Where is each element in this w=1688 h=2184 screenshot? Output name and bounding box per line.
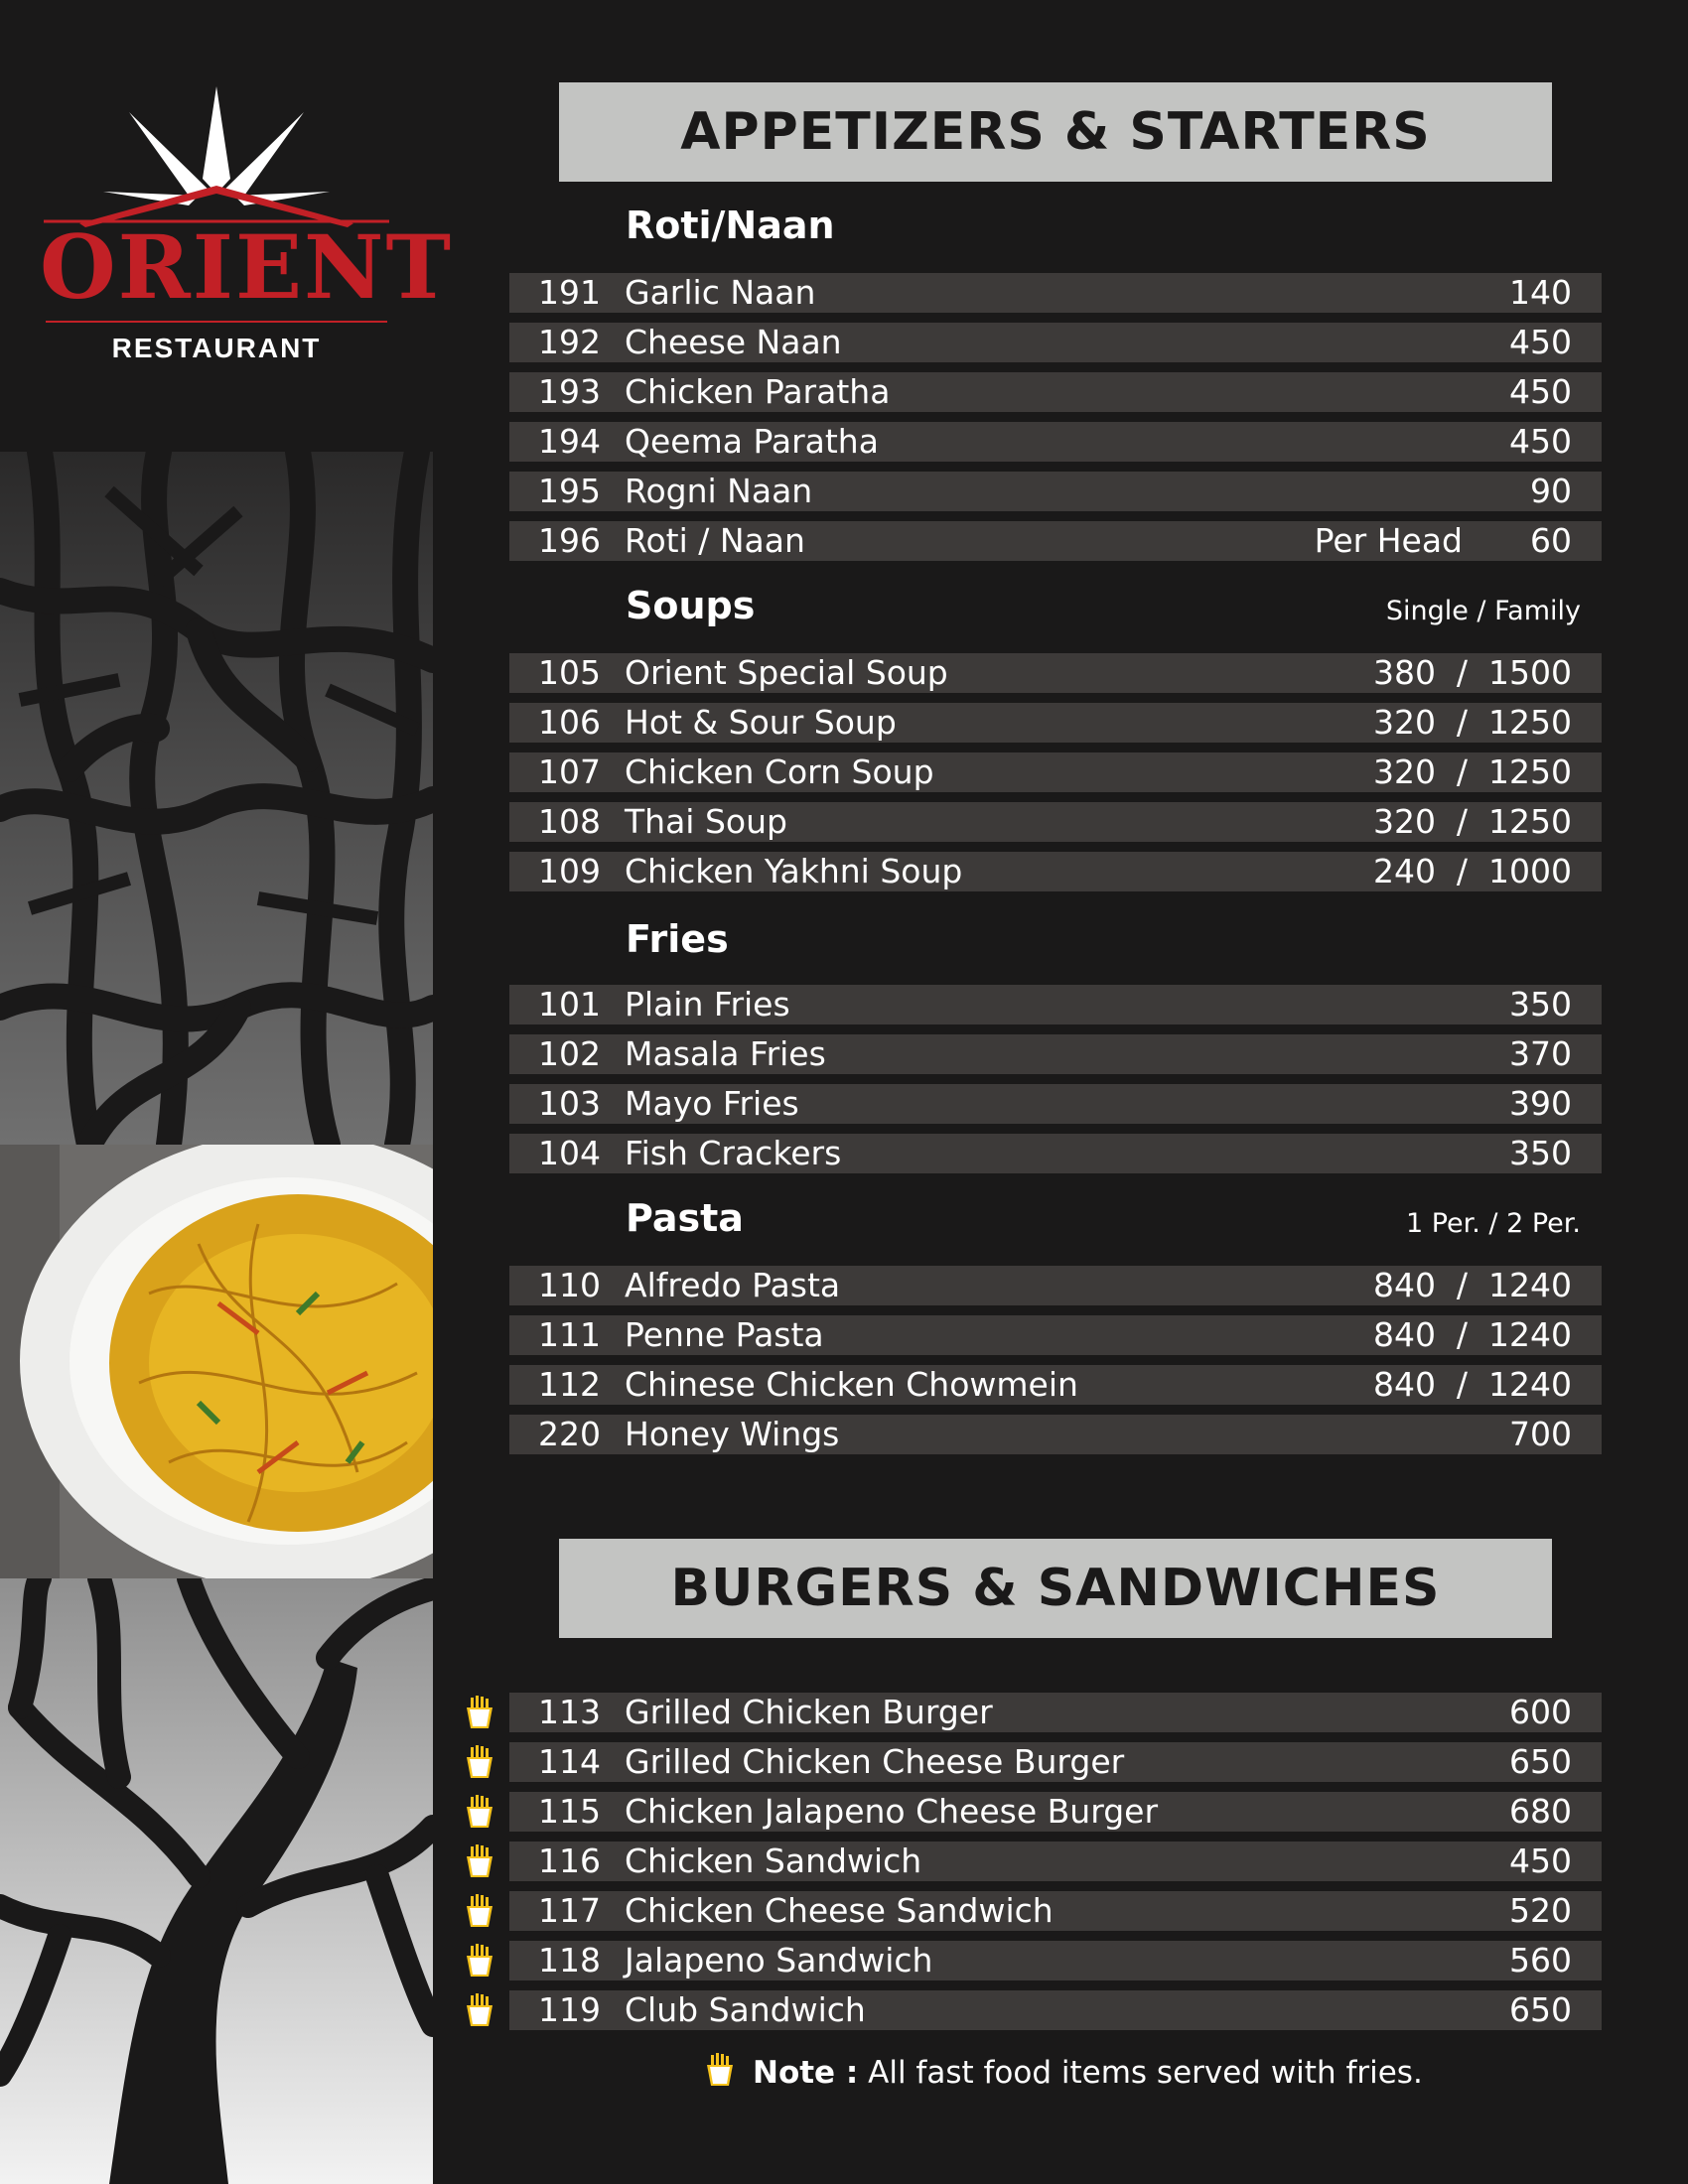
item-price: 450 (1509, 422, 1572, 461)
menu-row (509, 1891, 1602, 1931)
item-price: 840 / 1240 (1372, 1266, 1572, 1304)
fries-icon (465, 1696, 494, 1729)
fries-icon (465, 1993, 494, 2027)
star-burst-icon (40, 84, 393, 233)
item-name: Chicken Paratha (625, 372, 891, 411)
item-number: 101 (538, 985, 601, 1024)
item-number: 107 (538, 752, 601, 791)
item-name: Chicken Yakhni Soup (625, 852, 963, 890)
menu-row (509, 422, 1602, 462)
item-price: 840 / 1240 (1372, 1365, 1572, 1404)
item-number: 116 (538, 1842, 601, 1880)
left-decorative-panel (0, 0, 453, 2184)
item-name: Penne Pasta (625, 1315, 824, 1354)
logo-divider (40, 319, 393, 325)
item-name: Chicken Sandwich (625, 1842, 922, 1880)
item-name: Thai Soup (625, 802, 787, 841)
item-name: Honey Wings (625, 1415, 840, 1453)
item-price: 140 (1509, 273, 1572, 312)
menu-row (509, 1842, 1602, 1881)
section-title-roti-naan: Roti/Naan (626, 204, 835, 247)
menu-row (509, 273, 1602, 313)
item-number: 194 (538, 422, 601, 461)
item-name: Mayo Fries (625, 1084, 799, 1123)
item-number: 115 (538, 1792, 601, 1831)
section-title-soups: Soups (626, 584, 756, 627)
item-price: 350 (1509, 1134, 1572, 1172)
item-number: 118 (538, 1941, 601, 1979)
item-number: 109 (538, 852, 601, 890)
tree-branches-pattern (0, 452, 433, 1145)
item-price: 380 / 1500 (1372, 653, 1572, 692)
burgers-banner: BURGERS & SANDWICHES (559, 1539, 1552, 1638)
item-price: 320 / 1250 (1372, 752, 1572, 791)
menu-row (509, 472, 1602, 511)
item-name: Club Sandwich (625, 1990, 866, 2029)
soups-size-note: Single / Family (1385, 596, 1581, 626)
item-name: Cheese Naan (625, 323, 842, 361)
menu-row (509, 1365, 1602, 1405)
menu-row (509, 1315, 1602, 1355)
item-number: 195 (538, 472, 601, 510)
item-price: 370 (1509, 1034, 1572, 1073)
note-label: Note : (753, 2055, 859, 2091)
item-price: 240 / 1000 (1372, 852, 1572, 890)
menu-row (509, 1792, 1602, 1832)
menu-row (509, 985, 1602, 1024)
fries-icon (465, 1944, 494, 1978)
logo-title: ORIENT (40, 215, 453, 319)
appetizers-banner: APPETIZERS & STARTERS (559, 82, 1552, 182)
menu-row (509, 521, 1602, 561)
fries-icon (465, 1844, 494, 1878)
menu-row (509, 1134, 1602, 1173)
item-number: 110 (538, 1266, 601, 1304)
item-price: 450 (1509, 372, 1572, 411)
noodle-dish-photo (0, 1145, 433, 1578)
item-number: 113 (538, 1693, 601, 1731)
item-number: 119 (538, 1990, 601, 2029)
item-number: 191 (538, 273, 601, 312)
menu-row (509, 1084, 1602, 1124)
item-number: 108 (538, 802, 601, 841)
menu-row (509, 653, 1602, 693)
item-price: 560 (1509, 1941, 1572, 1979)
item-price: 650 (1509, 1742, 1572, 1781)
item-name: Chinese Chicken Chowmein (625, 1365, 1078, 1404)
logo-subtitle: RESTAURANT (111, 333, 322, 363)
item-number: 117 (538, 1891, 601, 1930)
item-number: 111 (538, 1315, 601, 1354)
item-name: Rogni Naan (625, 472, 813, 510)
fries-icon (705, 2053, 735, 2087)
menu-row (509, 1034, 1602, 1074)
item-name: Chicken Jalapeno Cheese Burger (625, 1792, 1159, 1831)
menu-row (509, 1941, 1602, 1980)
menu-row (509, 802, 1602, 842)
item-name: Masala Fries (625, 1034, 826, 1073)
item-name: Grilled Chicken Cheese Burger (625, 1742, 1125, 1781)
item-name: Plain Fries (625, 985, 790, 1024)
item-number: 103 (538, 1084, 601, 1123)
tree-trunk-pattern (0, 1578, 433, 2184)
note-text: All fast food items served with fries. (858, 2055, 1423, 2091)
menu-row (509, 852, 1602, 891)
section-title-fries: Fries (626, 917, 729, 961)
fries-icon (465, 1795, 494, 1829)
item-price: 520 (1509, 1891, 1572, 1930)
item-name: Jalapeno Sandwich (625, 1941, 933, 1979)
menu-row (509, 1990, 1602, 2030)
item-name: Chicken Corn Soup (625, 752, 934, 791)
item-name: Qeema Paratha (625, 422, 879, 461)
item-name: Chicken Cheese Sandwich (625, 1891, 1054, 1930)
item-price: 600 (1509, 1693, 1572, 1731)
fries-note (705, 2053, 1423, 2091)
menu-row (509, 703, 1602, 743)
item-price: 700 (1509, 1415, 1572, 1453)
item-number: 106 (538, 703, 601, 742)
item-price: 840 / 1240 (1372, 1315, 1572, 1354)
item-price: 320 / 1250 (1372, 703, 1572, 742)
pasta-size-note: 1 Per. / 2 Per. (1405, 1208, 1581, 1239)
menu-row (509, 1415, 1602, 1454)
restaurant-logo (40, 84, 453, 372)
menu-row (509, 1266, 1602, 1305)
fries-icon (465, 1894, 494, 1928)
item-number: 102 (538, 1034, 601, 1073)
item-price: 390 (1509, 1084, 1572, 1123)
item-price: 650 (1509, 1990, 1572, 2029)
item-price: 60 (1530, 521, 1572, 560)
item-extra: Per Head (1314, 521, 1463, 560)
item-number: 192 (538, 323, 601, 361)
item-name: Alfredo Pasta (625, 1266, 841, 1304)
item-name: Fish Crackers (625, 1134, 842, 1172)
item-price: 450 (1509, 323, 1572, 361)
item-number: 114 (538, 1742, 601, 1781)
item-price: 680 (1509, 1792, 1572, 1831)
item-number: 193 (538, 372, 601, 411)
item-price: 90 (1530, 472, 1572, 510)
item-price: 350 (1509, 985, 1572, 1024)
menu-row (509, 372, 1602, 412)
item-number: 104 (538, 1134, 601, 1172)
item-price: 320 / 1250 (1372, 802, 1572, 841)
item-number: 220 (538, 1415, 601, 1453)
menu-row (509, 323, 1602, 362)
menu-row (509, 752, 1602, 792)
item-name: Roti / Naan (625, 521, 805, 560)
fries-icon (465, 1745, 494, 1779)
item-number: 112 (538, 1365, 601, 1404)
item-name: Garlic Naan (625, 273, 816, 312)
item-number: 196 (538, 521, 601, 560)
item-name: Hot & Sour Soup (625, 703, 897, 742)
item-number: 105 (538, 653, 601, 692)
menu-row (509, 1693, 1602, 1732)
menu-row (509, 1742, 1602, 1782)
section-title-pasta: Pasta (626, 1196, 744, 1240)
item-name: Orient Special Soup (625, 653, 948, 692)
item-name: Grilled Chicken Burger (625, 1693, 993, 1731)
item-price: 450 (1509, 1842, 1572, 1880)
